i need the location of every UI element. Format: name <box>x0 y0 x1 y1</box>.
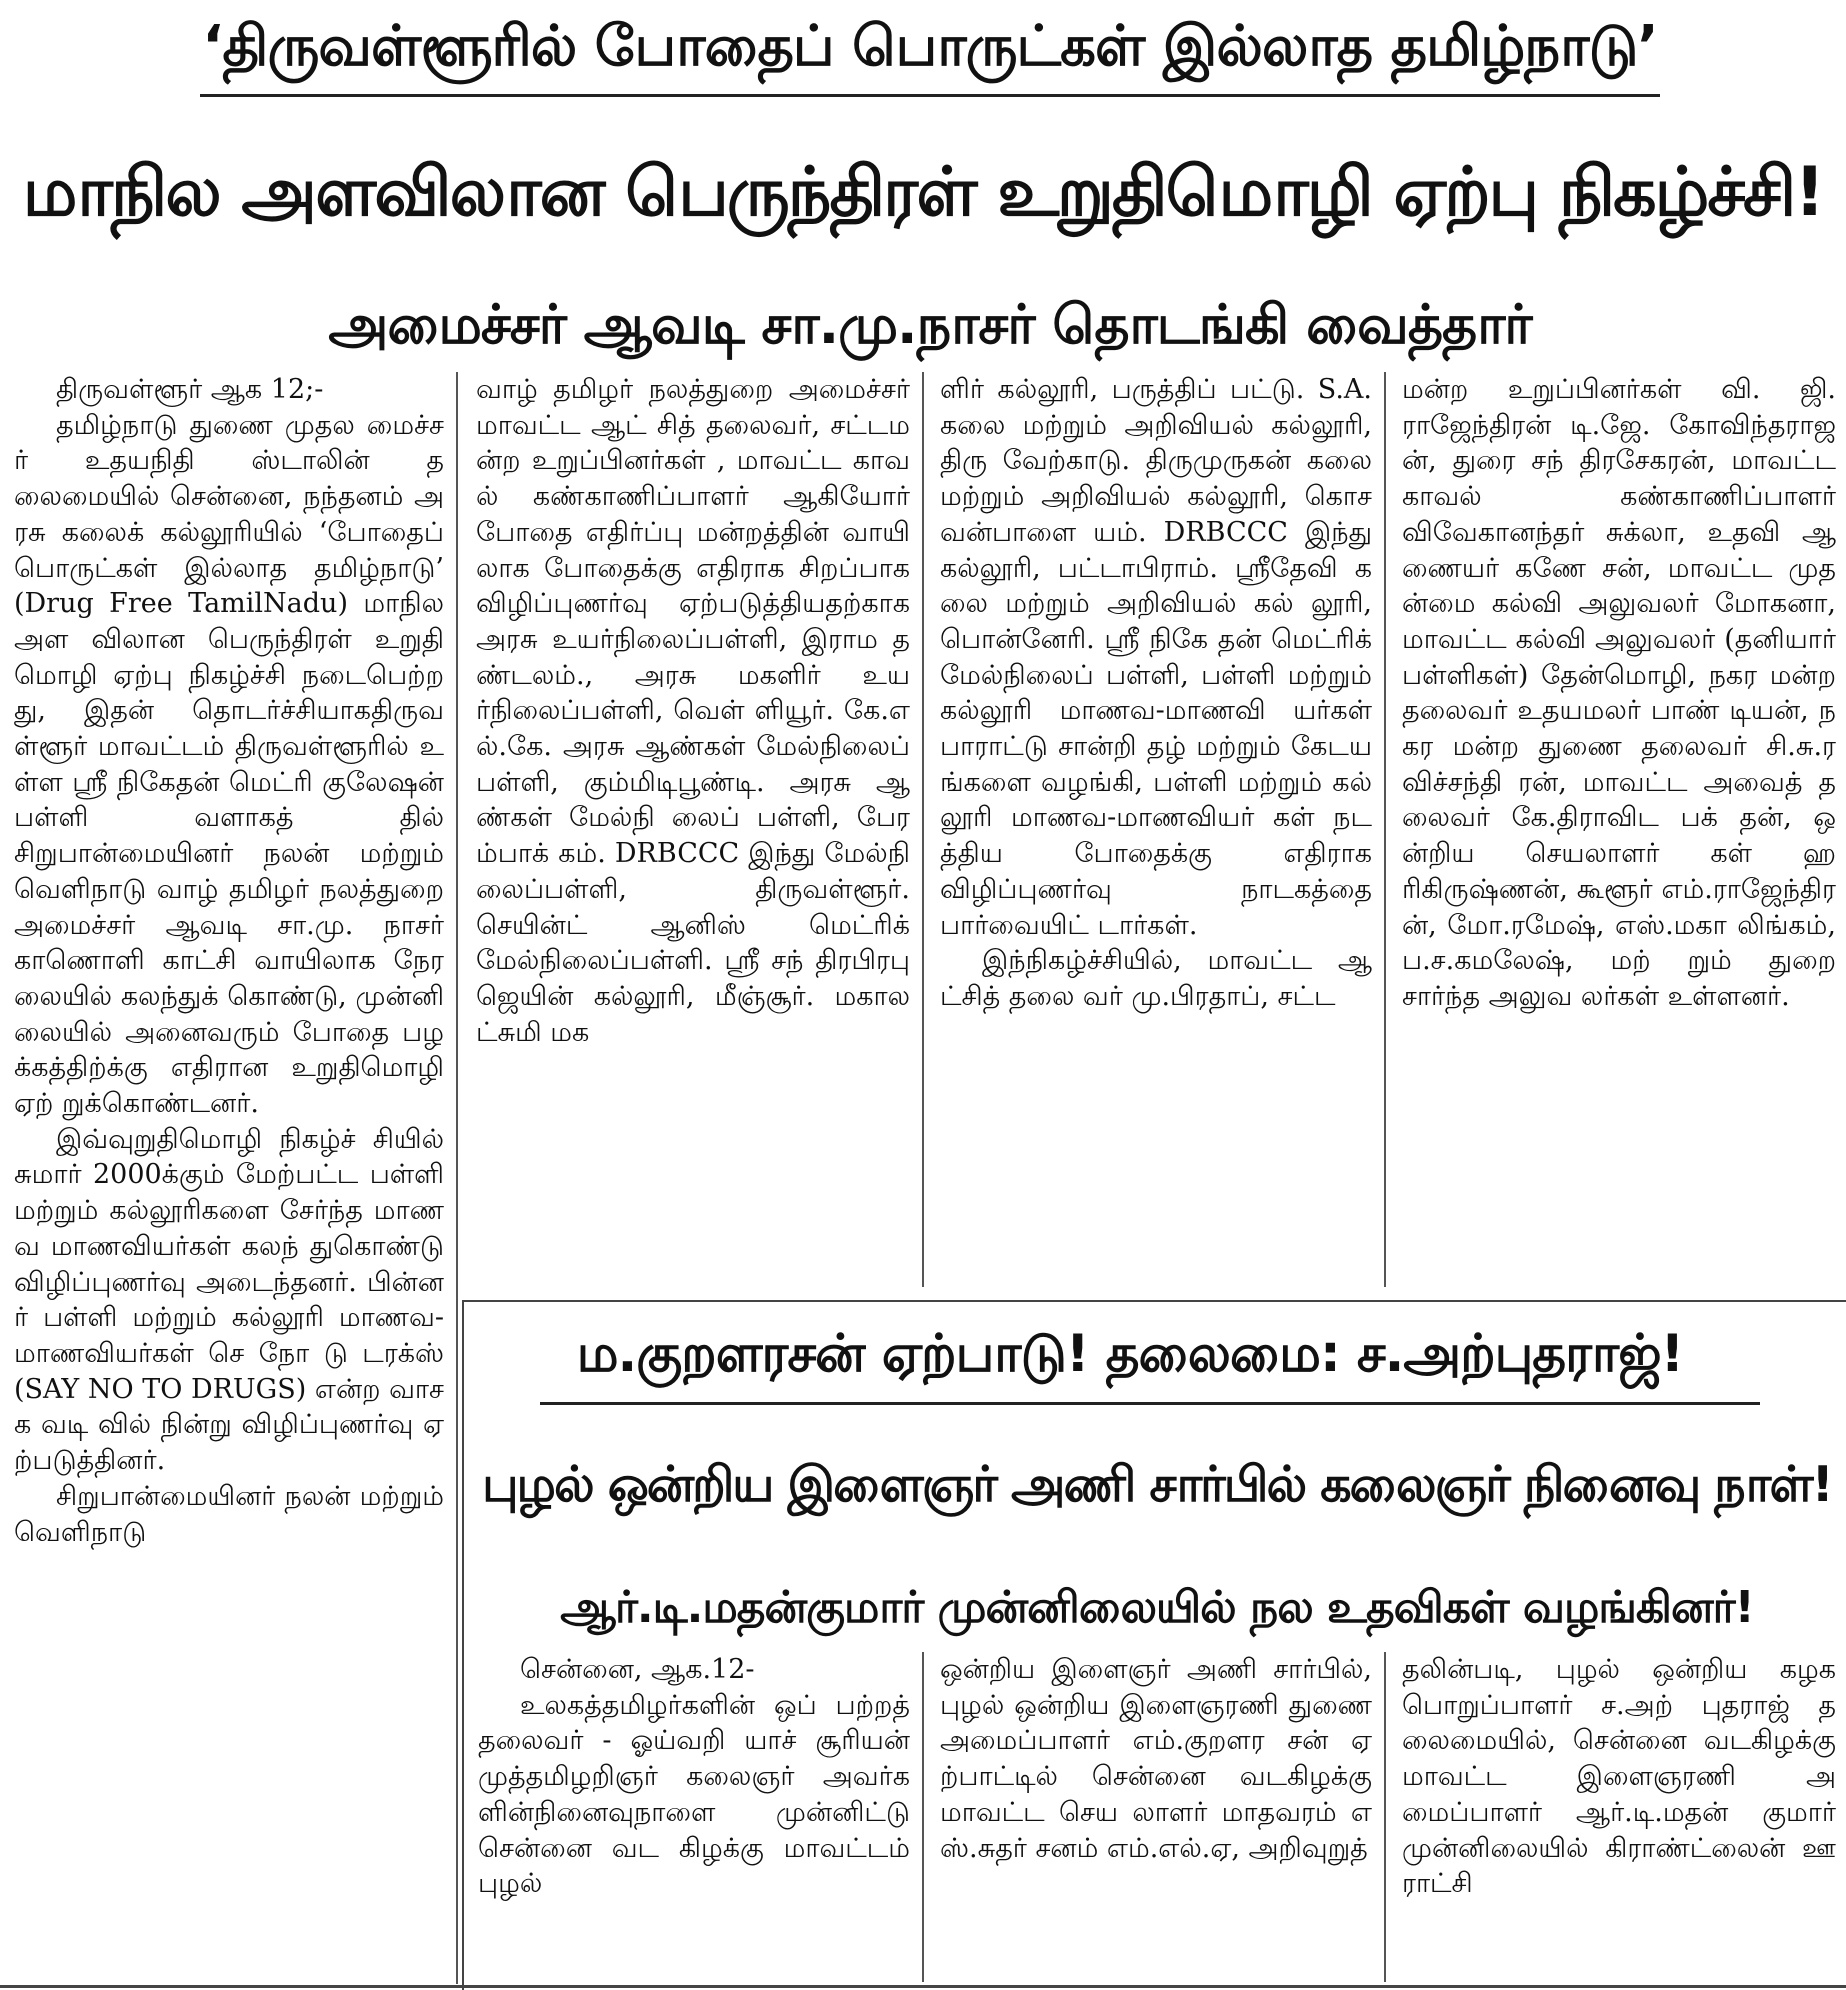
story1-paragraph: இவ்வுறுதிமொழி நிகழ்ச் சியில் சுமார் 2000க்கும் மேற்பட்ட பள்ளி மற்றும் கல்லூரிகளை சேர்ந்த மாணவ மாணவியர்கள் கலந் துகொண்டு விழிப்புணர்வு அடைந்தனர். பின்னர் பள்ளி மற்றும் கல்லூரி மாணவ-மாணவியர்கள் செ நோ டு டரக்ஸ் (SAY NO TO DRUGS) என்ற வாசக வடி வில் நின்று விழிப்புணர்வு ஏற்படுத்தினர். <box>14 1123 444 1477</box>
story2-subhead: ஆர்.டி.மதன்குமார் முன்னிலையில் நல உதவிகள் வழங்கினர்! <box>560 1582 1754 1633</box>
story2-headline: புழல் ஒன்றிய இளைஞர் அணி சார்பில் கலைஞர் நினைவு நாள்! <box>482 1456 1832 1513</box>
column-divider <box>1384 372 1386 1287</box>
story2-kicker: ம.குறளரசன் ஏற்பாடு! தலைமை: ச.அற்புதராஜ்! <box>576 1324 1684 1384</box>
story1-paragraph: தமிழ்நாடு துணை முதல மைச்சர் உதயநிதி ஸ்டாலின் தலைமையில் சென்னை, நந்தனம் அரசு கலைக் கல்லூரியில் ‘போதைப் பொருட்கள் இல்லாத தமிழ்நாடு’ (Drug Free TamilNadu) மாநில அள விலான பெருந்திரள் உறுதி மொழி ஏற்பு நிகழ்ச்சி நடைபெற்றது, இதன் தொடர்ச்சியாகதிருவள்ளூர் மாவட்டம் திருவள்ளூரில் உள்ள ஸ்ரீ நிகேதன் மெட்ரி குலேஷன் பள்ளி வளாகத் தில் சிறுபான்மையினர் நலன் மற்றும் வெளிநாடு வாழ் தமிழர் நலத்துறை அமைச்சர் ஆவடி சா.மு. நாசர் காணொளி காட்சி வாயிலாக நேரலையில் கலந்துக் கொண்டு, முன்னி லையில் அனைவரும் போதை பழக்கத்திற்க்கு எதிரான உறுதிமொழி ஏற் றுக்கொண்டனர். <box>14 409 444 1120</box>
story2-column-2 <box>940 1652 1372 1982</box>
story2-column-1 <box>478 1652 910 1982</box>
story2-paragraph: ஒன்றிய இளைஞர் அணி சார்பில்,புழல் ஒன்றிய இளைஞரணி துணை அமைப்பாளர் எம்.குறளர சன் ஏற்பாட்டில் சென்னை வடகிழக்கு மாவட்ட செய லாளர் மாதவரம் எஸ்.சுதர் சனம் எம்.எல்.ஏ, அறிவுறுத் <box>940 1654 1372 1864</box>
story1-paragraph: வாழ் தமிழர் நலத்துறை அமைச்சர் மாவட்ட ஆட் சித் தலைவர், சட்டமன்ற உறுப்பினர்கள் , மாவட்ட காவல் கண்காணிப்பாளர் ஆகியோர் போதை எதிர்ப்பு மன்றத்தின் வாயி லாக போதைக்கு எதிராக சிறப்பாக விழிப்புணர்வு ஏற்படுத்தியதற்காக அரசு உயர்நிலைப்பள்ளி, இராம தண்டலம்., அரசு மகளிர் உயர்நிலைப்பள்ளி, வெள் ளியூர். கே.எல்.கே. அரசு ஆண்கள் மேல்நிலைப் பள்ளி, கும்மிடிபூண்டி. அரசு ஆண்கள் மேல்நி லைப் பள்ளி, பேரம்பாக் கம். DRBCCC இந்து மேல்நி லைப்பள்ளி, திருவள்ளூர். செயின்ட் ஆனிஸ் மெட்ரிக் மேல்நிலைப்பள்ளி. ஸ்ரீ சந் திரபிரபு ஜெயின் கல்லூரி, மீஞ்சூர். மகாலட்சுமி மக <box>476 374 910 1048</box>
story1-paragraph: இந்நிகழ்ச்சியில், மாவட்ட ஆட்சித் தலை வர் மு.பிரதாப், சட்ட <box>940 945 1372 1012</box>
story2-box-left-border <box>462 1300 464 1990</box>
kicker-underline <box>200 94 1660 97</box>
story2-column-3 <box>1402 1652 1836 1982</box>
story2-paragraph: தலின்படி, புழல் ஒன்றிய கழக பொறுப்பாளர் ச.அற் புதராஜ் தலைமையில், சென்னை வடகிழக்கு மாவட்ட இளைஞரணி அமைப்பாளர் ஆர்.டி.மதன் குமார் முன்னிலையில் கிராண்ட்லைன் ஊராட்சி <box>1402 1654 1836 1900</box>
story1-column-1 <box>14 372 444 1984</box>
column-divider <box>1384 1652 1386 1982</box>
column-divider <box>456 372 458 1984</box>
story1-column-4 <box>1402 372 1836 1287</box>
story2-box-top-border <box>462 1300 1846 1302</box>
story1-paragraph: மன்ற உறுப்பினர்கள் வி. ஜி.ராஜேந்திரன் டி.ஜே. கோவிந்தராஜன், துரை சந் திரசேகரன், மாவட்ட காவல் கண்காணிப்பாளர் விவேகானந்தர் சுக்லா, உதவி ஆணையர் கணே சன், மாவட்ட முதன்மை கல்வி அலுவலர் மோகனா, மாவட்ட கல்வி அலுவலர் (தனியார் பள்ளிகள்) தேன்மொழி, நகர மன்ற தலைவர் உதயமலர் பாண் டியன், நகர மன்ற துணை தலைவர் சி.சு.ரவிச்சந்தி ரன், மாவட்ட அவைத் தலைவர் கே.திராவிட பக் தன், ஒன்றிய செயலாளர் கள் ஹரிகிருஷ்ணன், கூளூர் எம்.ராஜேந்திரன், மோ.ரமேஷ், எஸ்.மகா லிங்கம், ப.ச.கமலேஷ், மற் றும் துறை சார்ந்த அலுவ லர்கள் உள்ளனர். <box>1402 374 1836 1012</box>
story1-dateline: திருவள்ளூர் ஆக 12;- <box>56 374 324 405</box>
story1-subhead: அமைச்சர் ஆவடி சா.மு.நாசர் தொடங்கி வைத்தார் <box>328 293 1532 356</box>
column-divider <box>922 1652 924 1982</box>
story1-column-3 <box>940 372 1372 1287</box>
story1-paragraph: சிறுபான்மையினர் நலன் மற்றும் வெளிநாடு <box>14 1480 444 1548</box>
column-divider <box>922 372 924 1287</box>
story1-headline: மாநில அளவிலான பெருந்திரள் உறுதிமொழி ஏற்பு நிகழ்ச்சி! <box>22 153 1824 232</box>
page-bottom-rule <box>0 1985 1846 1988</box>
kicker-underline <box>540 1402 1760 1405</box>
story2-dateline: சென்னை, ஆக.12- <box>520 1654 755 1685</box>
story1-kicker: ‘திருவள்ளூரில் போதைப் பொருட்கள் இல்லாத தமிழ்நாடு’ <box>202 14 1658 79</box>
story1-paragraph: ளிர் கல்லூரி, பருத்திப் பட்டு. S.A. கலை மற்றும் அறிவியல் கல்லூரி, திரு வேற்காடு. திருமுருகன் கலை மற்றும் அறிவியல் கல்லூரி, கொசவன்பாளை யம். DRBCCC இந்து கல்லூரி, பட்டாபிராம். ஸ்ரீதேவி கலை மற்றும் அறிவியல் கல் லூரி, பொன்னேரி. ஸ்ரீ நிகே தன் மெட்ரிக் மேல்நிலைப் பள்ளி, பள்ளி மற்றும் கல்லூரி மாணவ-மாணவி யர்கள் பாராட்டு சான்றி தழ் மற்றும் கேடயங்களை வழங்கி, பள்ளி மற்றும் கல் லூரி மாணவ-மாணவியர் கள் நடத்திய போதைக்கு எதிராக விழிப்புணர்வு நாடகத்தை பார்வையிட் டார்கள். <box>940 374 1372 941</box>
story2-paragraph: உலகத்தமிழர்களின் ஒப் பற்றத் தலைவர் - ஓய்வறி யாச் சூரியன் முத்தமிழறிஞர் கலைஞர் அவர்களின்நினைவுநாளை முன்னிட்டு சென்னை வட கிழக்கு மாவட்டம் புழல் <box>478 1689 910 1900</box>
story1-column-2 <box>476 372 910 1287</box>
